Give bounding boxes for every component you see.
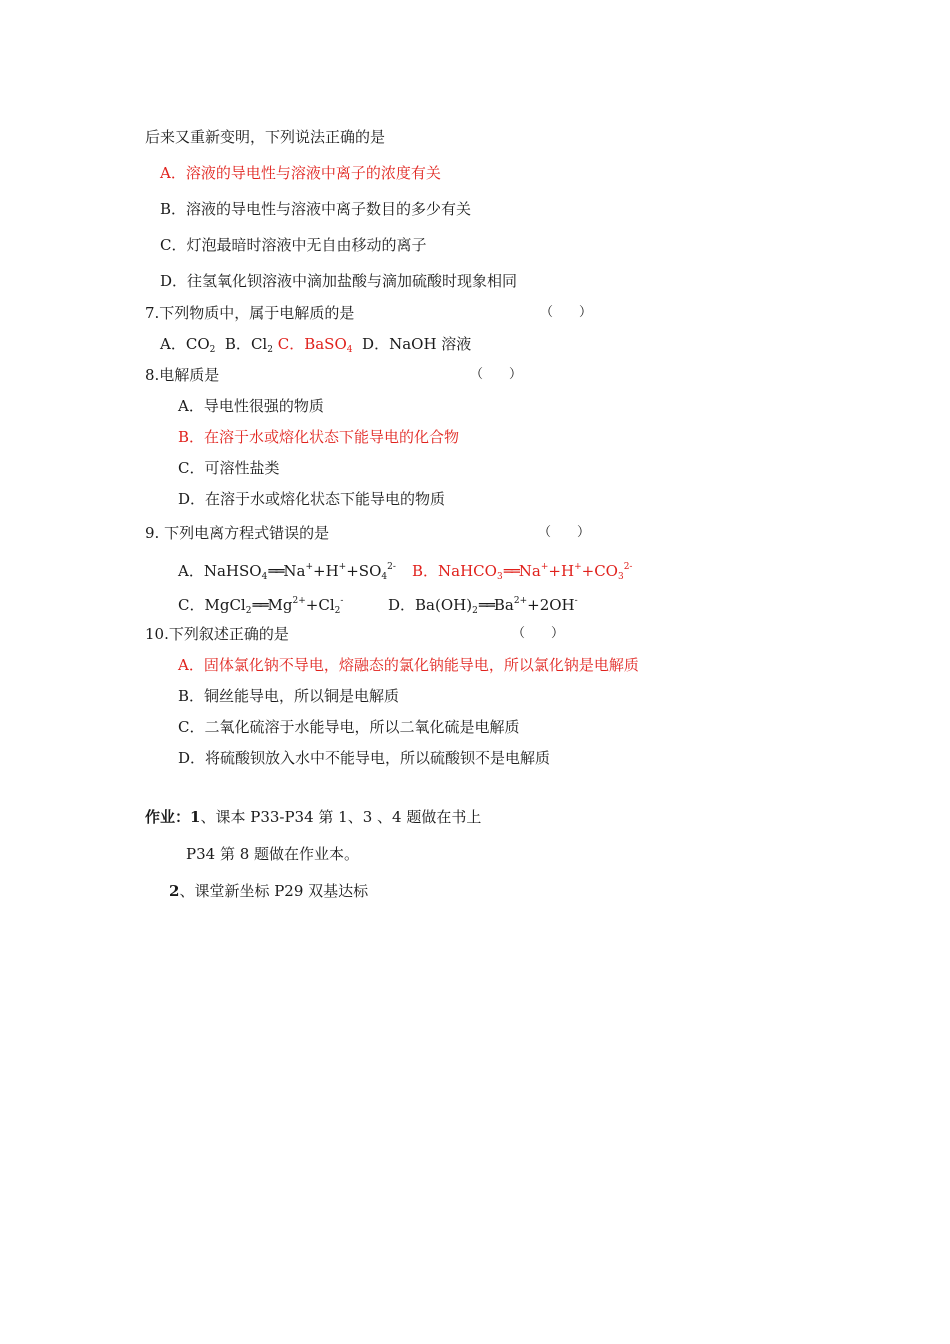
q7-option-d: D．NaOH 溶液	[362, 335, 472, 353]
q10-stem: 10.下列叙述正确的是	[145, 625, 289, 643]
q9-stem: 9. 下列电离方程式错误的是	[145, 524, 330, 542]
q10-option-b: B．铜丝能导电，所以铜是电解质	[178, 687, 400, 705]
q7-answer-paren: （ ）	[540, 305, 593, 320]
q7-option-c: C．BaSO$_4$	[277, 335, 353, 355]
q7-option-b: B．$Cl_2$	[224, 335, 273, 355]
q7-options	[160, 334, 471, 354]
q8-option-b: B．在溶于水或熔化状态下能导电的化合物	[178, 428, 460, 446]
q10-option-a: A．固体氯化钠不导电，熔融态的氯化钠能导电，所以氯化钠是电解质	[178, 656, 639, 674]
q6-option-c: C．灯泡最暗时溶液中无自由移动的离子	[160, 236, 427, 254]
q10-option-d: D．将硫酸钡放入水中不能导电，所以硫酸钡不是电解质	[178, 749, 551, 767]
q8-option-a: A．导电性很强的物质	[178, 397, 324, 415]
equals-sign: ══	[252, 596, 267, 614]
equals-sign: ══	[478, 596, 493, 614]
homework-line-2: P34 第 8 题做在作业本。	[186, 845, 360, 863]
q9-option-d: D．$Ba(OH)_2══Ba^{2+}+2OH^-$	[388, 596, 578, 616]
q6-stem-tail: 后来又重新变明，下列说法正确的是	[145, 128, 386, 146]
equals-sign: ══	[268, 562, 283, 580]
q6-option-d: D．往氢氧化钡溶液中滴加盐酸与滴加硫酸时现象相同	[160, 272, 518, 290]
q6-option-b: B．溶液的导电性与溶液中离子数目的多少有关	[160, 200, 472, 218]
q9-option-b: B．$NaHCO_3══Na^++H^++CO_3^{2-}$	[412, 562, 633, 582]
q6-option-a: A．溶液的导电性与溶液中离子的浓度有关	[160, 164, 441, 182]
homework-label: 作业：	[145, 808, 191, 826]
q8-stem: 8.电解质是	[145, 366, 220, 384]
q8-option-c: C．可溶性盐类	[178, 459, 280, 477]
q9-option-a: A．$NaHSO_4══Na^++H^++SO_4^{2-}$	[178, 562, 396, 582]
equals-sign: ══	[503, 562, 518, 580]
q10-option-c: C．二氧化硫溶于水能导电，所以二氧化硫是电解质	[178, 718, 520, 736]
q9-option-c: C．$MgCl_2══Mg^{2+}+Cl_2^-$	[178, 596, 344, 616]
q9-answer-paren: （ ）	[538, 525, 591, 540]
q7-option-a: A．$CO_2$	[160, 335, 216, 355]
q8-option-d: D．在溶于水或熔化状态下能导电的物质	[178, 490, 446, 508]
homework-line-3: 2、课堂新坐标 P29 双基达标	[169, 882, 369, 900]
q7-stem: 7.下列物质中，属于电解质的是	[145, 304, 355, 322]
q10-answer-paren: （ ）	[512, 626, 565, 641]
homework-line-1: 作业：1、课本 P33-P34 第 1、3 、4 题做在书上	[145, 808, 482, 826]
q8-answer-paren: （ ）	[470, 367, 523, 382]
